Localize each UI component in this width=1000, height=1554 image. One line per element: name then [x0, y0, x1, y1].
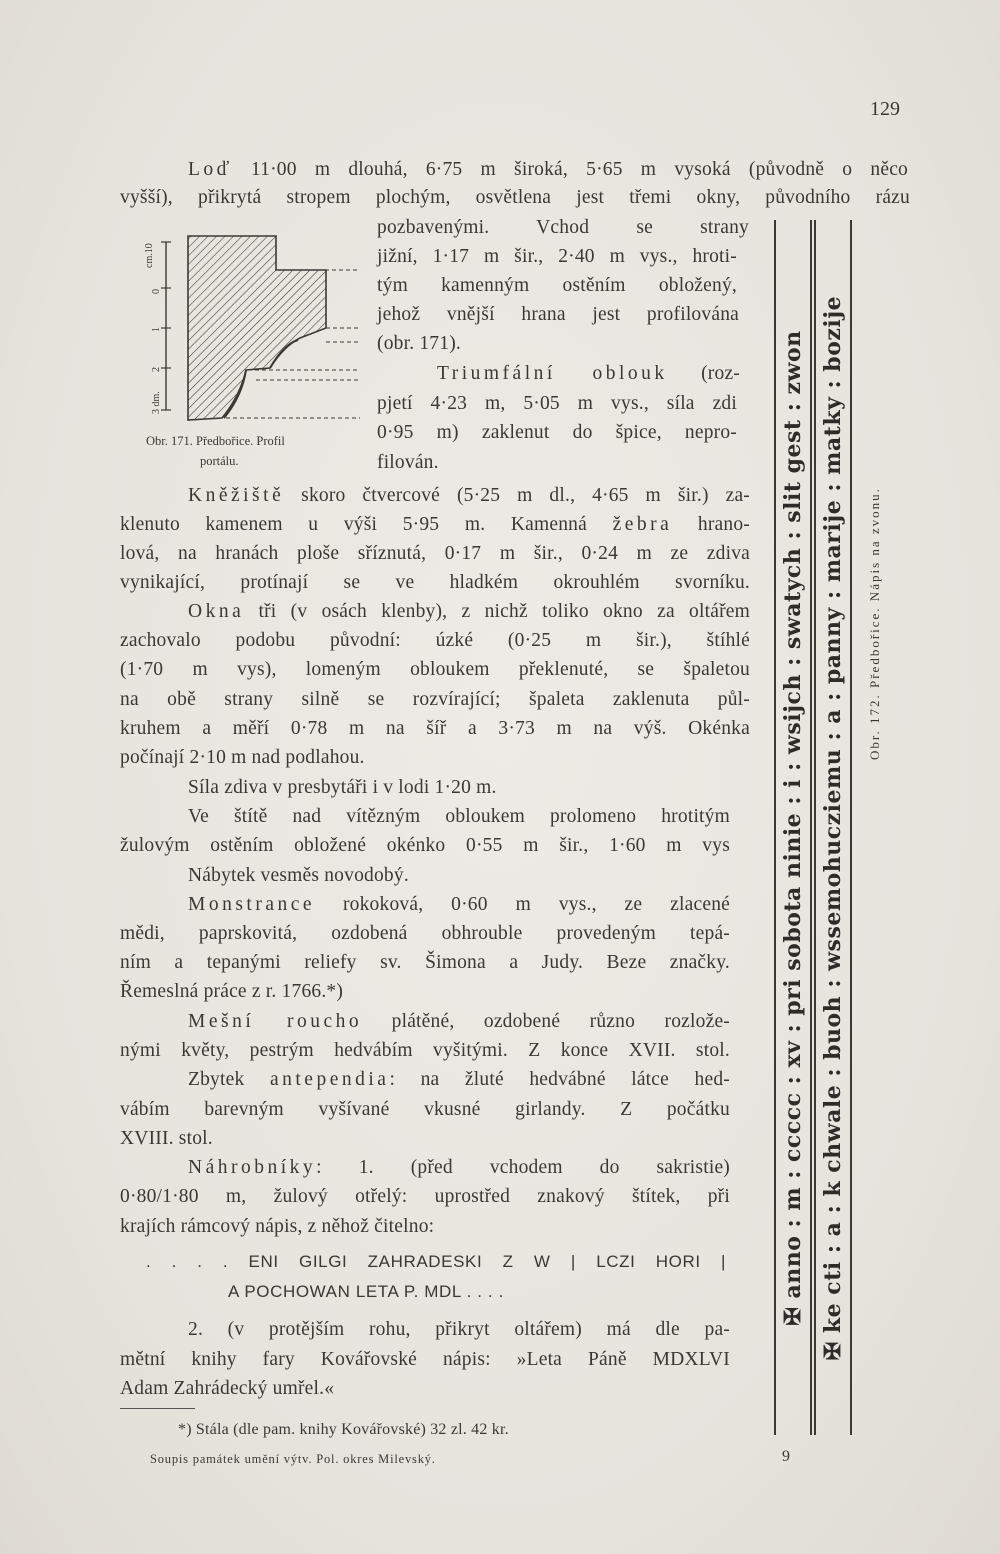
scale-label: 3 dm. [151, 391, 162, 414]
figure-172-caption: Obr. 172. Předbořice. Nápis na zvonu. [867, 487, 882, 760]
text-run: 0·95 m) zaklenut do špice, nepro- [377, 422, 737, 443]
text-line [188, 484, 750, 508]
text-run: Zbytek [188, 1069, 270, 1090]
text-run: zachovalo podobu původní: úzké (0·25 m šir.), štíhlé [120, 630, 750, 651]
inscription-strip-left: ✠ anno : m : ccccc : xv : pri sobota ninie : i : wsijch : swatych : slit gest : zwon [774, 220, 812, 1435]
text-line [120, 951, 730, 975]
text-line [188, 1068, 730, 1092]
text-line [120, 1377, 334, 1401]
text-line [120, 1215, 434, 1239]
text-run: (1·70 m vys), lomeným obloukem překlenuté, se špaletou [120, 659, 750, 680]
text-line [377, 451, 439, 475]
text-run: : na žluté hedvábné látce hed- [389, 1069, 730, 1090]
text-line [120, 980, 343, 1004]
text-line [120, 1127, 213, 1151]
portal-profile-drawing [144, 228, 363, 438]
footnote: *) Stála (dle pam. knihy Kovářovské) 32 zl. 42 kr. [178, 1421, 509, 1438]
text-run: mětní knihy fary Kovářovské nápis: »Leta Páně MDXLVI [120, 1349, 730, 1370]
text-line [120, 571, 750, 595]
text-line [188, 776, 497, 800]
text-line [120, 513, 750, 537]
page-number: 129 [870, 98, 900, 120]
text-run: žulovým ostěním obložené okénko 0·55 m šir., 1·60 m vys [120, 835, 730, 856]
text-line [188, 1318, 730, 1342]
text-run: Ve štítě nad vítězným obloukem prolomeno hrotitým [188, 806, 730, 827]
text-line [120, 688, 750, 712]
spaced-keyword: žebra [612, 514, 673, 535]
text-run: ním a tepanými reliefy sv. Šimona a Judy. Beze značky. [120, 952, 730, 973]
text-line [188, 864, 409, 888]
text-run: 2. (v protějším rohu, přikryt oltářem) má dle pa- [188, 1319, 730, 1340]
text-run: vábím barevným vyšívané vkusné girlandy. Z počátku [120, 1099, 730, 1120]
text-run: Síla zdiva v presbytáři i v lodi 1·20 m. [188, 777, 497, 798]
scale-label: 0 [151, 289, 162, 294]
text-run: Adam Zahrádecký umřel.« [120, 1378, 335, 1399]
text-line [188, 1156, 730, 1180]
spaced-keyword: Kněžiště [188, 485, 285, 506]
figure-171-caption: Obr. 171. Předbořice. Profil [146, 434, 285, 448]
text-run: mědi, paprskovitá, ozdobená obhrouble provedeným tepá- [120, 923, 730, 944]
text-run: (roz- [667, 363, 740, 384]
footnote-rule [120, 1408, 195, 1409]
text-line [188, 805, 730, 829]
text-run: kruhem a měří 0·78 m na šíř a 3·73 m na výš. Okénka [120, 718, 750, 739]
inscription-strip-right: ✠ ke cti : a : k chwale : buoh : wssemohucziemu : a : panny : marije : matky : bozije [814, 220, 852, 1435]
text-run: krajích rámcový nápis, z něhož čitelno: [120, 1216, 435, 1237]
text-run: plátěné, ozdobené různo rozlože- [362, 1011, 730, 1032]
text-line [437, 362, 740, 386]
text-run: lová, na hranách ploše sříznutá, 0·17 m šir., 0·24 m ze zdiva [120, 543, 750, 564]
text-run: Nábytek vesměs novodobý. [188, 865, 409, 886]
text-run: filován. [377, 452, 439, 473]
text-line [120, 1185, 730, 1209]
text-line [188, 1010, 730, 1034]
footer-source: Soupis památek umění výtv. Pol. okres Milevský. [150, 1452, 436, 1466]
text-line [120, 542, 750, 566]
text-line [120, 717, 750, 741]
text-line [188, 158, 908, 182]
text-run: na obě strany silně se rozvírající; špaleta zaklenuta půl- [120, 689, 750, 710]
text-run: nými květy, pestrým hedvábím vyšitými. Z konce XVII. stol. [120, 1040, 730, 1061]
text-line [377, 274, 737, 298]
text-line [377, 216, 749, 240]
text-run: počínají 2·10 m nad podlahou. [120, 747, 365, 768]
figure-171-caption-cont: portálu. [200, 454, 239, 468]
text-line [120, 746, 365, 770]
text-line [120, 834, 730, 858]
spaced-keyword: antependia [269, 1069, 390, 1090]
text-line [377, 421, 737, 445]
text-line [120, 658, 750, 682]
text-run: Řemeslná práce z r. 1766.*) [120, 981, 344, 1002]
text-run: jehož vnější hrana jest profilována [377, 304, 739, 325]
text-run: (obr. 171). [377, 333, 461, 354]
signature-mark: 9 [782, 1448, 790, 1465]
text-line [120, 922, 730, 946]
spaced-keyword: Monstrance [188, 894, 316, 915]
text-run: A POCHOWAN LETA P. MDL . . . . [228, 1282, 504, 1301]
figure-171-portal-profile [144, 228, 363, 438]
text-run: tým kamenným ostěním obložený, [377, 275, 737, 296]
scale-label: 2 [151, 367, 162, 372]
text-run: hrano- [672, 514, 750, 535]
text-line [188, 600, 750, 624]
text-line [377, 245, 737, 269]
scale-label: 1 [151, 327, 162, 332]
text-line [377, 392, 737, 416]
text-line [188, 893, 730, 917]
text-run: vyšší), přikrytá stropem plochým, osvětlena jest třemi okny, původního rázu [120, 187, 910, 208]
text-run: vynikající, protínají se ve hladkém okrouhlém svorníku. [120, 572, 750, 593]
spaced-keyword: Triumfální oblouk [437, 363, 668, 384]
text-line [120, 1098, 730, 1122]
text-line [120, 1348, 730, 1372]
text-run: tři (v osách klenby), z nichž toliko okno za oltářem [244, 601, 750, 622]
text-run: 11·00 m dlouhá, 6·75 m široká, 5·65 m vysoká (původně o něco [232, 159, 908, 180]
text-run: . . . . ENI GILGI ZAHRADESKI Z W | LCZI HORI | [146, 1252, 726, 1271]
spaced-keyword: Mešní roucho [188, 1011, 363, 1032]
text-run: rokoková, 0·60 m vys., ze zlacené [315, 894, 730, 915]
text-run: skoro čtvercové (5·25 m dl., 4·65 m šir.) za- [284, 485, 750, 506]
text-run: pozbavenými. Vchod se strany [377, 217, 749, 238]
scale-label: cm.10 [144, 243, 155, 268]
text-line [377, 332, 461, 356]
text-line [120, 629, 750, 653]
text-line [377, 303, 739, 327]
spaced-keyword: Okna [188, 601, 245, 622]
spaced-keyword: Loď [188, 159, 233, 180]
text-line [120, 1039, 730, 1063]
text-run: 0·80/1·80 m, žulový otřelý: uprostřed znakový štítek, při [120, 1186, 730, 1207]
spaced-keyword: Náhrobníky [188, 1157, 317, 1178]
text-run: : 1. (před vchodem do sakristie) [316, 1157, 730, 1178]
figure-172-bell-inscription [772, 220, 852, 1435]
text-line [120, 186, 910, 210]
text-run: XVIII. stol. [120, 1128, 213, 1149]
text-run: jižní, 1·17 m šir., 2·40 m vys., hroti- [377, 246, 737, 267]
text-line [146, 1250, 726, 1274]
text-run: pjetí 4·23 m, 5·05 m vys., síla zdi [377, 393, 737, 414]
text-run: klenuto kamenem u výši 5·95 m. Kamenná [120, 514, 613, 535]
text-line [228, 1280, 504, 1304]
